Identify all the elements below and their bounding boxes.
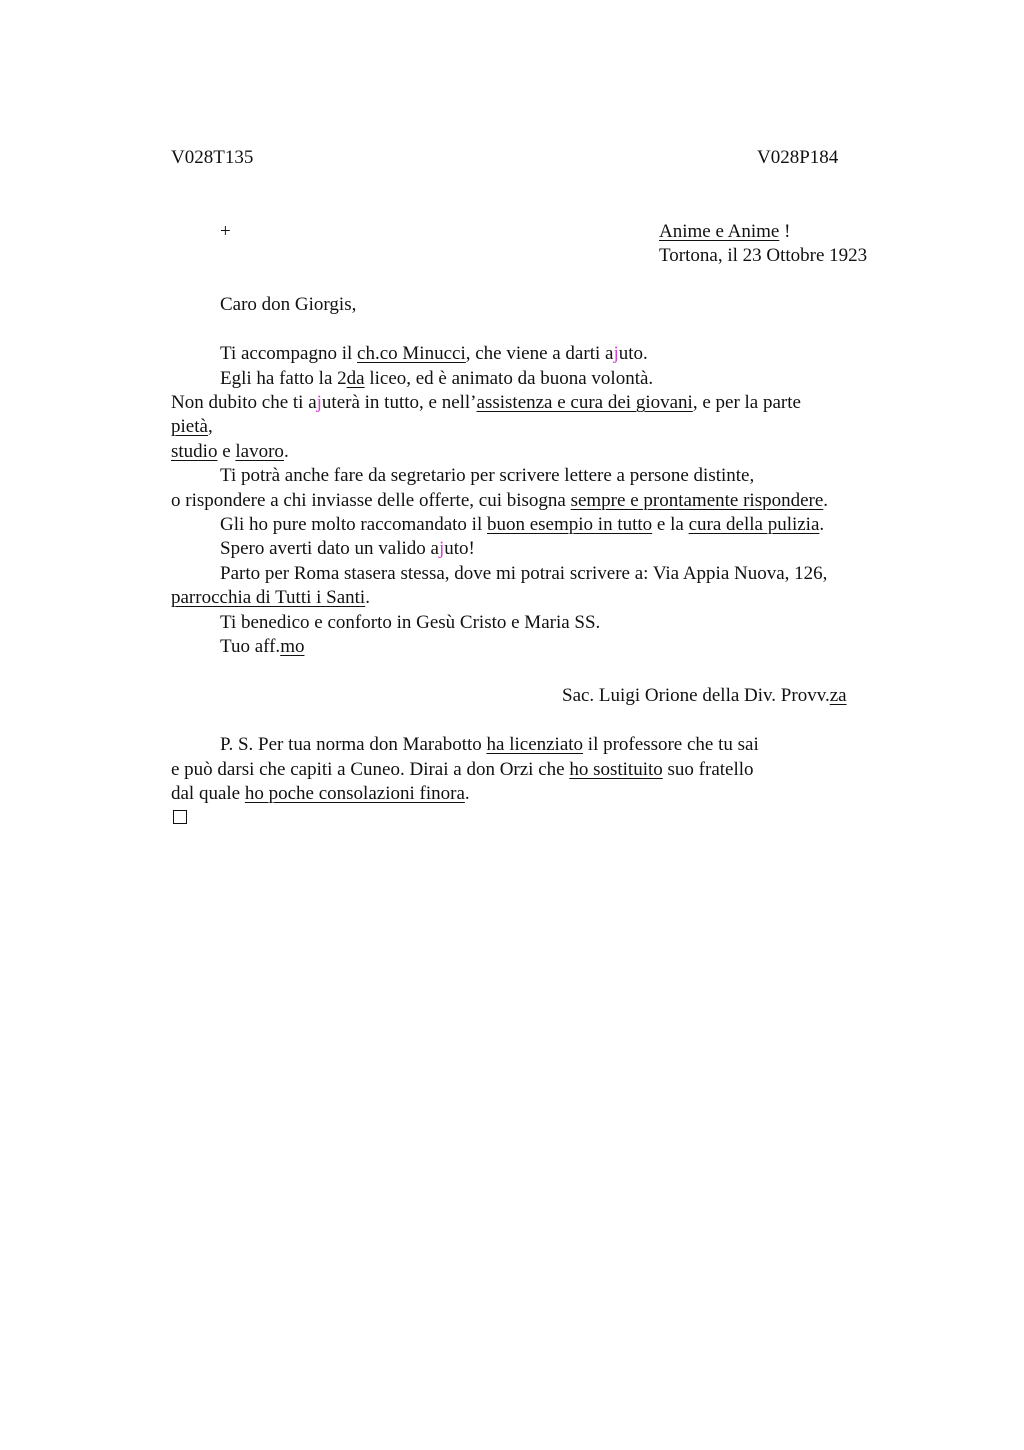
doc-code-left: V028T135	[171, 147, 254, 168]
ps-line-1	[220, 733, 759, 757]
body-line-5	[171, 440, 289, 464]
motto	[659, 220, 790, 244]
highlighted-letter: j	[613, 343, 619, 364]
body-line-4	[171, 415, 213, 439]
underlined-run: mo	[280, 636, 305, 657]
underlined-run: cura della pulizia	[688, 514, 820, 535]
underlined-run: assistenza e cura dei giovani	[476, 392, 693, 413]
motto-exclaim: !	[779, 221, 791, 242]
text-run: Spero averti dato un valido a	[220, 538, 439, 559]
text-run: uterà in tutto, e nell’	[321, 392, 477, 413]
text-run: Parto per Roma stasera stessa, dove mi potrai scrivere a: Via Appia Nuova, 126,	[220, 563, 828, 584]
body-line-1	[220, 342, 648, 366]
text-run: .	[464, 783, 470, 804]
text-run: uto.	[618, 343, 648, 364]
underlined-run: sempre e prontamente rispondere	[570, 490, 824, 511]
text-run: .	[283, 441, 289, 462]
body-line-11	[171, 586, 370, 610]
text-run: .	[819, 514, 825, 535]
text-run: uto!	[444, 538, 475, 559]
body-line-10	[220, 562, 827, 586]
underlined-run: ch.co Minucci	[357, 343, 466, 364]
text-run: P. S. Per tua norma don Marabotto	[220, 734, 487, 755]
text-run: liceo, ed è animato da buona volontà.	[364, 368, 654, 389]
text-run: Sac. Luigi Orione della Div. Provv.	[562, 685, 830, 706]
underlined-run: za	[829, 685, 847, 706]
body-line-3	[171, 391, 801, 415]
text-run: ,	[207, 416, 213, 437]
ps-line-2	[171, 758, 754, 782]
highlighted-letter: j	[316, 392, 322, 413]
text-run: dal quale	[171, 783, 245, 804]
underlined-run: da	[346, 368, 365, 389]
motto-text: Anime e Anime	[659, 221, 780, 242]
text-run: .	[365, 587, 370, 608]
signature	[562, 684, 847, 708]
text-run: Non dubito che ti a	[171, 392, 317, 413]
underlined-run: ho poche consolazioni finora	[244, 783, 465, 804]
cross-mark: +	[220, 221, 231, 242]
text-run: suo fratello	[662, 759, 754, 780]
text-run: Ti potrà anche fare da segretario per scrivere lettere a persone distinte,	[220, 465, 755, 486]
underlined-run: ho sostituito	[569, 759, 663, 780]
underlined-run: buon esempio in tutto	[486, 514, 653, 535]
underlined-run: lavoro	[235, 441, 284, 462]
text-run: Ti accompagno il	[220, 343, 358, 364]
text-run: Tuo aff.	[220, 636, 281, 657]
highlighted-letter: j	[438, 538, 445, 559]
end-mark-square-icon	[173, 810, 187, 824]
text-run: Ti benedico e conforto in Gesù Cristo e Maria SS.	[220, 612, 601, 633]
text-run: Gli ho pure molto raccomandato il	[220, 514, 487, 535]
underlined-run: studio	[171, 441, 218, 462]
salutation: Caro don Giorgis,	[220, 294, 357, 315]
text-run: e la	[652, 514, 689, 535]
text-run: e può darsi che capiti a Cuneo. Dirai a don Orzi che	[171, 759, 570, 780]
place-date: Tortona, il 23 Ottobre 1923	[659, 245, 868, 266]
text-run: , che viene a darti a	[465, 343, 614, 364]
doc-code-right: V028P184	[757, 147, 839, 168]
body-line-12	[220, 611, 600, 635]
ps-line-3	[171, 782, 470, 806]
body-line-8	[220, 513, 824, 537]
body-line-7	[171, 489, 828, 513]
body-line-9	[220, 537, 475, 561]
underlined-run: ha licenziato	[486, 734, 584, 755]
text-run: Egli ha fatto la 2	[220, 368, 347, 389]
text-run: o rispondere a chi inviasse delle offerte, cui bisogna	[171, 490, 571, 511]
underlined-run: parrocchia di Tutti i Santi	[171, 587, 366, 608]
text-run: .	[823, 490, 829, 511]
underlined-run: pietà	[171, 416, 208, 437]
body-line-6	[220, 464, 754, 488]
closing-line	[220, 635, 304, 659]
text-run: e	[217, 441, 236, 462]
text-run: , e per la parte	[692, 392, 801, 413]
text-run: il professore che tu sai	[583, 734, 759, 755]
body-line-2	[220, 367, 653, 391]
